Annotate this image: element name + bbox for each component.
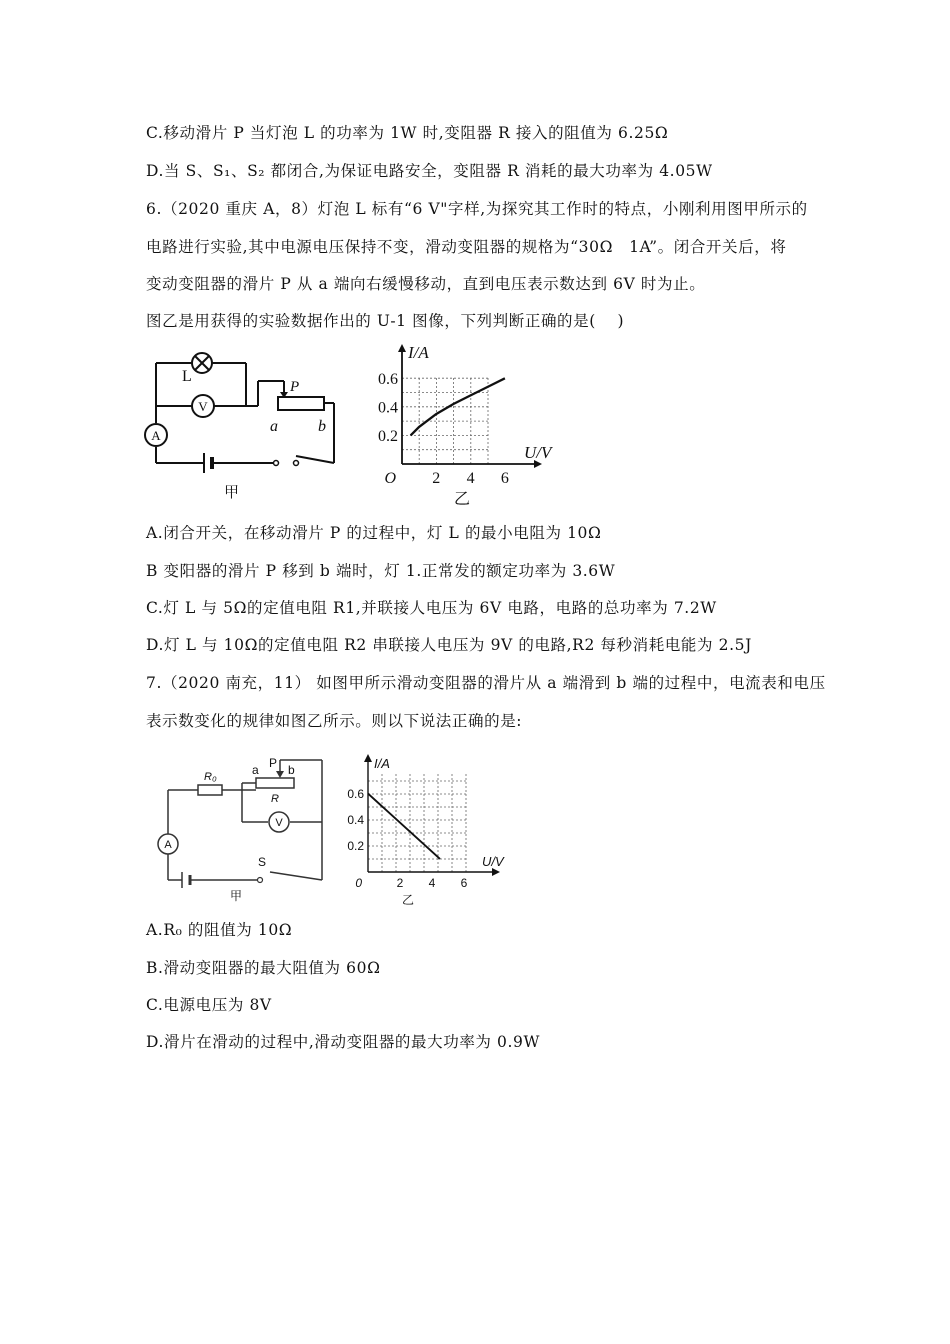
option-c: C.灯 L 与 5Ω的定值电阻 R1,并联接人电压为 6V 电路，电路的总功率为 7.2W <box>146 599 717 617</box>
iv-chart-2 <box>340 746 520 906</box>
text-line: 图乙是用获得的实验数据作出的 U-1 图像，下列判断正确的是( ) <box>146 312 625 330</box>
question-7-stem: 7.（2020 南充，11） 如图甲所示滑动变阻器的滑片从 a 端滑到 b 端的过程中，电流表和电压 <box>146 674 826 692</box>
chart-caption: 乙 <box>453 491 471 508</box>
option-b: B.滑动变阻器的最大阻值为 60Ω <box>146 959 381 977</box>
x-tick-label: 2 <box>396 876 404 890</box>
end-b-label: b <box>288 763 295 777</box>
option-a: A.R₀ 的阻值为 10Ω <box>146 921 293 939</box>
y-axis-arrow <box>364 754 372 762</box>
text-line: D.当 S、S₁、S₂ 都闭合,为保证电路安全，变阻器 R 消耗的最大功率为 4.05W <box>146 162 713 180</box>
voltmeter-label: V <box>275 817 283 829</box>
origin-label: O <box>384 470 396 487</box>
switch-contact <box>258 878 263 883</box>
switch-contact <box>294 461 299 466</box>
y-tick-label: 0.4 <box>347 812 364 827</box>
text-line: 表示数变化的规律如图乙所示。则以下说法正确的是: <box>146 712 523 730</box>
slider-arrow <box>276 771 284 778</box>
y-tick-label: 0.2 <box>347 839 364 854</box>
option-b: B 变阳器的滑片 P 移到 b 端时，灯 1.正常发的额定功率为 3.6W <box>146 562 616 580</box>
y-axis-label: I/A <box>408 343 429 362</box>
x-axis-arrow <box>492 868 500 876</box>
ammeter-label: A <box>164 839 172 851</box>
option-a: A.闭合开关，在移动滑片 P 的过程中，灯 L 的最小电阻为 10Ω <box>146 524 602 542</box>
y-tick-label: 0.6 <box>378 370 398 388</box>
text-line: C.移动滑片 P 当灯泡 L 的功率为 1W 时,变阻器 R 接入的阻值为 6.25Ω <box>146 124 669 142</box>
y-tick-label: 0.4 <box>378 399 398 417</box>
end-a-label: a <box>270 418 278 435</box>
x-tick-label: 4 <box>428 876 436 890</box>
y-axis-arrow <box>398 344 406 352</box>
option-c: C.电源电压为 8V <box>146 996 272 1014</box>
circuit-diagram-1 <box>138 345 350 505</box>
data-line <box>368 794 440 859</box>
end-a-label: a <box>252 763 259 777</box>
r-label: R <box>271 793 279 805</box>
slider-label: P <box>269 756 278 770</box>
voltmeter-label: V <box>198 399 208 414</box>
data-line <box>411 378 505 435</box>
text-line: 变动变阻器的滑片 P 从 a 端向右缓慢移动，直到电压表示数达到 6V 时为止。 <box>146 275 706 293</box>
option-d: D.灯 L 与 10Ω的定值电阻 R2 串联接人电压为 9V 的电路,R2 每秒消耗电能为 2.5J <box>146 636 752 654</box>
switch-label: S <box>258 855 267 869</box>
x-tick-label: 6 <box>500 470 509 487</box>
switch-contact <box>274 461 279 466</box>
ammeter-label: A <box>151 428 161 443</box>
x-tick-label: 2 <box>432 470 441 487</box>
text-line: 电路进行实验,其中电源电压保持不变，滑动变阻器的规格为“30Ω 1A”。闭合开关后，将 <box>146 238 787 256</box>
x-tick-label: 4 <box>466 470 475 487</box>
slider-label: P <box>290 379 300 395</box>
circuit-diagram-2 <box>146 750 342 910</box>
figure-caption: 甲 <box>230 889 243 903</box>
lamp-label: L <box>182 368 192 385</box>
x-tick-label: 6 <box>460 876 468 890</box>
question-6-stem: 6.（2020 重庆 A，8）灯泡 L 标有“6 V"字样,为探究其工作时的特点，小刚利用图甲所示的 <box>146 200 808 218</box>
x-axis-label: U/V <box>482 854 504 869</box>
x-axis-label: U/V <box>524 443 552 462</box>
y-axis-label: I/A <box>374 756 390 771</box>
y-tick-label: 0.2 <box>378 428 398 446</box>
origin-label: 0 <box>355 876 362 890</box>
end-b-label: b <box>318 418 326 435</box>
r0-label: R₀ <box>204 771 217 783</box>
figure-caption: 甲 <box>224 485 240 501</box>
chart-caption: 乙 <box>401 893 415 907</box>
y-tick-label: 0.6 <box>347 786 364 801</box>
iv-chart-1 <box>358 340 558 510</box>
option-d: D.滑片在滑动的过程中,滑动变阻器的最大功率为 0.9W <box>146 1033 541 1051</box>
